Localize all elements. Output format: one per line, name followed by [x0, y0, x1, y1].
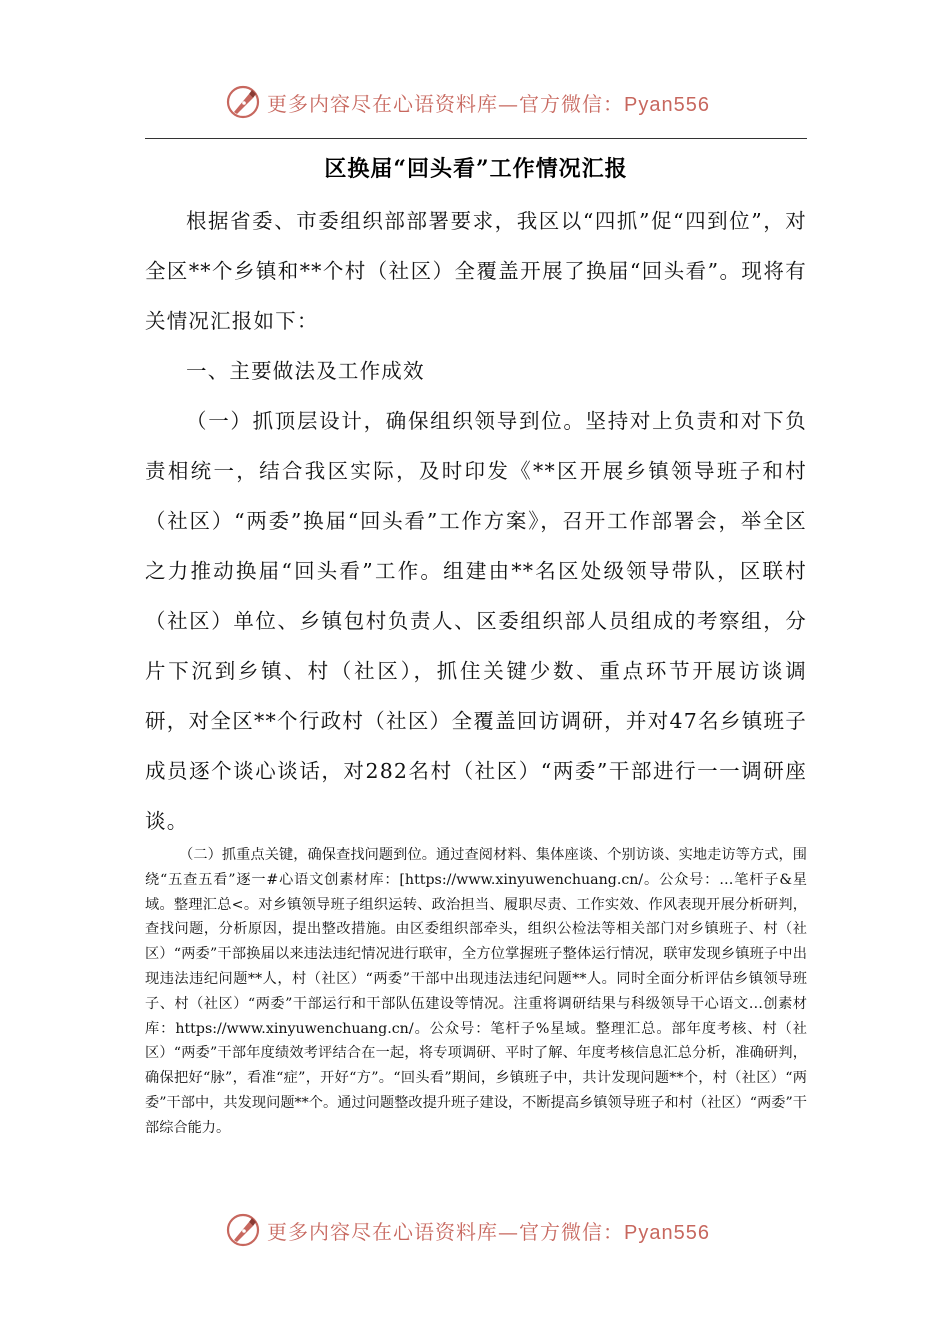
footer-watermark-banner	[225, 1208, 725, 1252]
banner-brand: Pyan556	[624, 93, 710, 116]
header-watermark-banner	[225, 80, 725, 124]
pen-nib-logo-icon	[225, 1212, 261, 1248]
section-heading: 一、主要做法及工作成效	[186, 359, 425, 383]
pen-nib-logo-icon	[225, 84, 261, 120]
paragraph-1: （一）抓顶层设计，确保组织领导到位。坚持对上负责和对下负责相统一，结合我区实际，及时印发《**区开展乡镇领导班子和村（社区）“两委”换届“回头看”工作方案》，召开工作部署会，举全区之力推动换届“回头看”工作。组建由**名区处级领导带队，区联村（社区）单位、乡镇包村负责人、区委组织部人员组成的考察组，分片下沉到乡镇、村（社区），抓住关键少数、重点环节开展访谈调研，对全区**个行政村（社区）全覆盖回访调研，并对47名乡镇班子成员逐个谈心谈话，对282名村（社区）“两委”干部进行一一调研座谈。	[145, 409, 807, 833]
document-body-main	[145, 196, 807, 846]
banner-brand: Pyan556	[624, 1221, 710, 1244]
document-title: 区换届“回头看”工作情况汇报	[324, 156, 628, 182]
intro-paragraph: 根据省委、市委组织部部署要求，我区以“四抓”促“四到位”，对全区**个乡镇和**个村（社区）全覆盖开展了换届“回头看”。现将有关情况汇报如下：	[145, 209, 807, 333]
banner-text: 更多内容尽在心语资料库—官方微信：Pyan556	[267, 91, 710, 116]
document-body-small	[145, 843, 807, 1141]
banner-text: 更多内容尽在心语资料库—官方微信：Pyan556	[267, 1219, 710, 1244]
header-divider	[145, 138, 807, 139]
paragraph-2: （二）抓重点关键，确保查找问题到位。通过查阅材料、集体座谈、个别访谈、实地走访等方式，围绕“五查五看”逐一#心语文创素材库：[https://www.xinyuwenchuang.cn/。公众号：…笔杆子&星域。整理汇总<。对乡镇领导班子组织运转、政治担当、履职尽责、工作实效、作风表现开展分析研判，查找问题，分析原因，提出整改措施。由区委组织部牵头，组织公检法等相关部门对乡镇班子、村（社区）“两委”干部换届以来违法违纪情况进行联审，全方位掌握班子整体运行情况，联审发现乡镇班子中出现违法违纪问题**人，村（社区）“两委”干部中出现违法违纪问题**人。同时全面分析评估乡镇领导班子、村（社区）“两委”干部运行和干部队伍建设等情况。注重将调研结果与科级领导干心语文…创素材库：https://www.xinyuwenchuang.cn/。公众号：笔杆子%星域。整理汇总。部年度考核、村（社区）“两委”干部年度绩效考评结合在一起，将专项调研、平时了解、年度考核信息汇总分析，准确研判，确保把好“脉”，看准“症”，开好“方”。“回头看”期间，乡镇班子中，共计发现问题**个，村（社区）“两委”干部中，共发现问题**个。通过问题整改提升班子建设，不断提高乡镇领导班子和村（社区）“两委”干部综合能力。	[145, 847, 807, 1136]
